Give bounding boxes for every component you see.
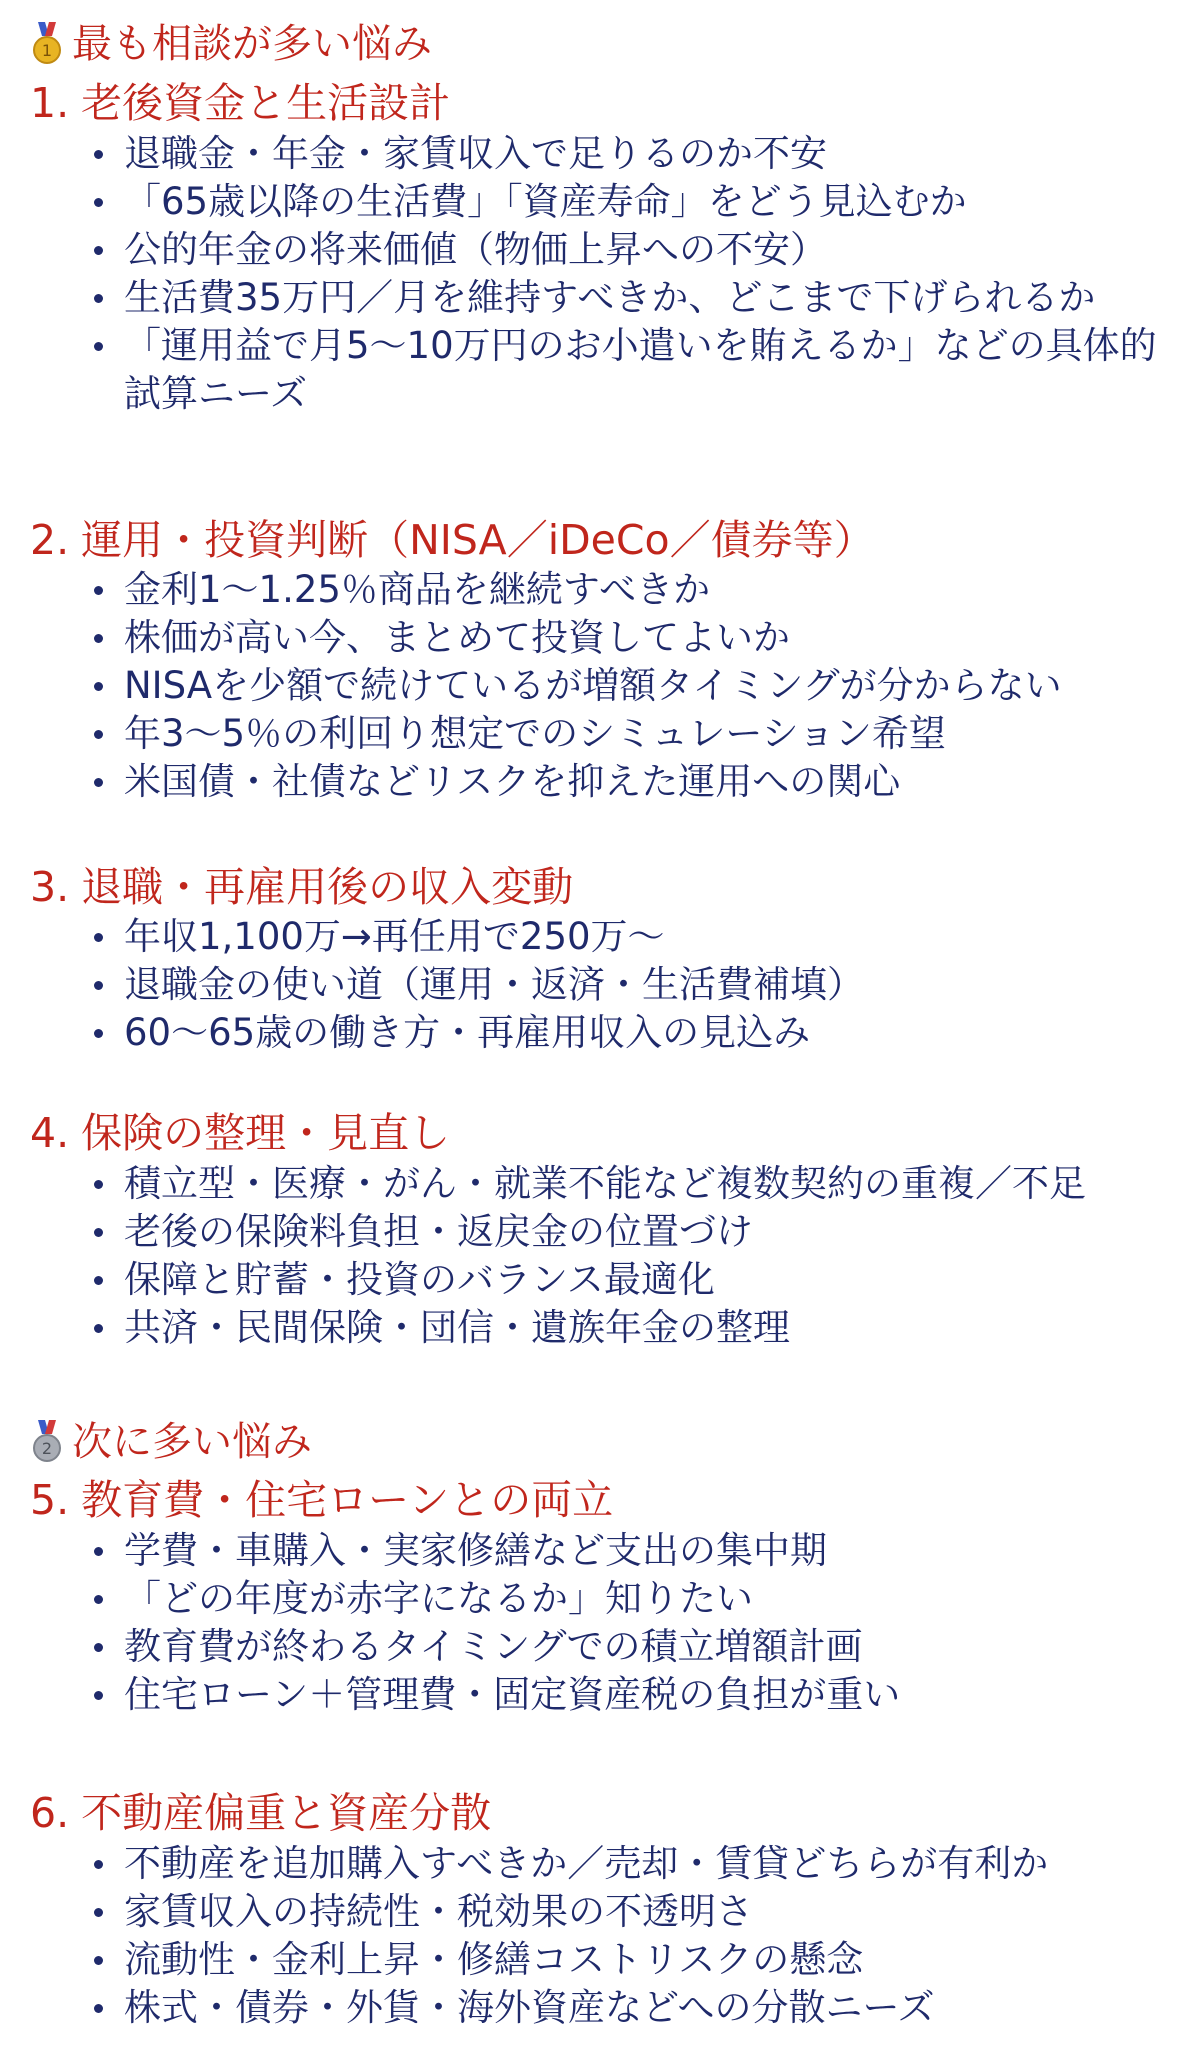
group-title: 3. 退職・再雇用後の収入変動 bbox=[30, 863, 574, 911]
list-item: 年3〜5％の利回り想定でのシミュレーション希望 bbox=[90, 710, 1166, 758]
list-item: 株式・債券・外貨・海外資産などへの分散ニーズ bbox=[90, 1984, 1166, 2032]
list-item: 退職金・年金・家賃収入で足りるのか不安 bbox=[90, 130, 1166, 178]
section-heading-top bbox=[30, 20, 432, 68]
list-item: 「運用益で月5〜10万円のお小遣いを賄えるか」などの具体的試算ニーズ bbox=[90, 322, 1166, 418]
svg-text:2: 2 bbox=[41, 1439, 53, 1458]
list-item: 保障と貯蓄・投資のバランス最適化 bbox=[90, 1256, 1166, 1304]
list-item: 60〜65歳の働き方・再雇用収入の見込み bbox=[90, 1009, 1166, 1057]
section-heading-text: 次に多い悩み bbox=[72, 1419, 312, 1465]
list-item: 積立型・医療・がん・就業不能など複数契約の重複／不足 bbox=[90, 1160, 1166, 1208]
group-title: 2. 運用・投資判断（NISA／iDeCo／債券等） bbox=[30, 516, 875, 564]
list-item: 不動産を追加購入すべきか／売却・賃貸どちらが有利か bbox=[90, 1840, 1166, 1888]
list-item: 年収1,100万→再任用で250万〜 bbox=[90, 913, 1166, 961]
section-heading-next bbox=[30, 1418, 312, 1466]
group-title: 4. 保険の整理・見直し bbox=[30, 1109, 451, 1157]
item-list bbox=[90, 1840, 1166, 2032]
group-title: 1. 老後資金と生活設計 bbox=[30, 79, 451, 127]
section-heading-text: 最も相談が多い悩み bbox=[72, 21, 432, 67]
item-list bbox=[90, 1160, 1166, 1352]
svg-text:1: 1 bbox=[41, 41, 53, 60]
list-item: 共済・民間保険・団信・遺族年金の整理 bbox=[90, 1304, 1166, 1352]
list-item: NISAを少額で続けているが増額タイミングが分からない bbox=[90, 662, 1166, 710]
list-item: 株価が高い今、まとめて投資してよいか bbox=[90, 614, 1166, 662]
list-item: 公的年金の将来価値（物価上昇への不安） bbox=[90, 226, 1166, 274]
list-item: 老後の保険料負担・返戻金の位置づけ bbox=[90, 1208, 1166, 1256]
item-list bbox=[90, 1527, 1166, 1719]
list-item: 退職金の使い道（運用・返済・生活費補填） bbox=[90, 961, 1166, 1009]
list-item: 流動性・金利上昇・修繕コストリスクの懸念 bbox=[90, 1936, 1166, 1984]
list-item: 金利1〜1.25％商品を継続すべきか bbox=[90, 566, 1166, 614]
list-item: 米国債・社債などリスクを抑えた運用への関心 bbox=[90, 758, 1166, 806]
group-title: 6. 不動産偏重と資産分散 bbox=[30, 1789, 492, 1837]
list-item: 教育費が終わるタイミングでの積立増額計画 bbox=[90, 1623, 1166, 1671]
gold-medal-icon bbox=[30, 22, 64, 66]
list-item: 住宅ローン＋管理費・固定資産税の負担が重い bbox=[90, 1671, 1166, 1719]
list-item: 「65歳以降の生活費」「資産寿命」をどう見込むか bbox=[90, 178, 1166, 226]
list-item: 学費・車購入・実家修繕など支出の集中期 bbox=[90, 1527, 1166, 1575]
list-item: 「どの年度が赤字になるか」知りたい bbox=[90, 1575, 1166, 1623]
group-title: 5. 教育費・住宅ローンとの両立 bbox=[30, 1476, 614, 1524]
list-item: 生活費35万円／月を維持すべきか、どこまで下げられるか bbox=[90, 274, 1166, 322]
item-list bbox=[90, 913, 1166, 1057]
item-list bbox=[90, 130, 1166, 418]
silver-medal-icon bbox=[30, 1420, 64, 1464]
list-item: 家賃収入の持続性・税効果の不透明さ bbox=[90, 1888, 1166, 1936]
item-list bbox=[90, 566, 1166, 806]
